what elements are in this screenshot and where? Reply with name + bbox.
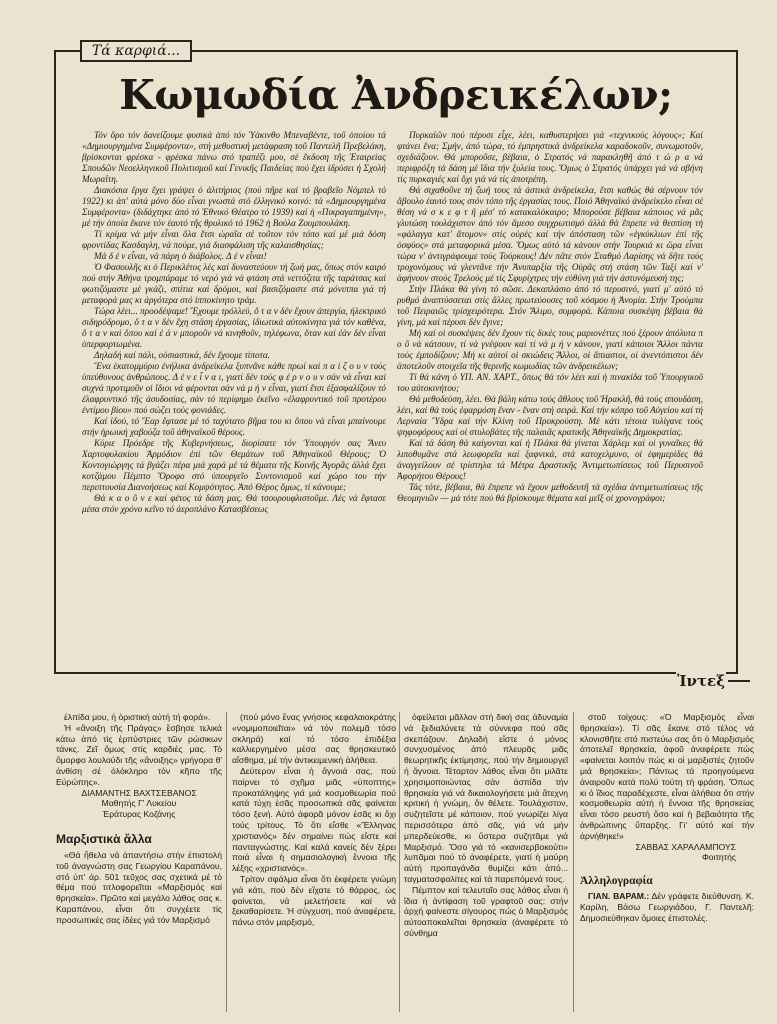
column-divider xyxy=(226,712,227,1012)
letter-text: «Θά ἤθελα νά ἀπαντήσω στήν ἐπιστολή τοῦ ἀναγνώστη σας Γεωργίου Καραπάνου, στό ὑπ' ἀρ. 501 τεῦχος σας σχετικά μέ τό θέμα πού τιτλοφορεῖται «Μαρξισμός καί θρησκεία». Πρῶτο καί μεγάλο λάθος σας κ. Καραπάνου, εἶναι ὅτι συγχέετε τίς προσωπικές σας ἰδέες γιά τόν Μαρξισμό xyxy=(56,849,222,925)
paragraph: Διακόσια ἔργα ἔχει γράψει ὁ ἀλιτήριος (πού πῆρε καί τό βραβεῖο Νόμπελ τό 1922) κι ἀπ' αὐτά μόνο δύο εἶναι γνωστά στό ἑλληνικό κοινό: τά «Δημιουργημένα Συμφέροντα» (διδάχτηκε ἀπό τό Ἐθνικό Θέατρο τό 1939) καί ἡ «Πικραγαπημένη», μέ τήν ὁποία ἔκανε τόν ἑαυτό τῆς θρυλικό τό 1962 ἡ Βούλα Ζουμπουλάκη. xyxy=(82,185,386,228)
paragraph: Μά δ έ ν εἶναι, νά πάρη ὁ διάβολος. Δ έ ν εἶναι! xyxy=(94,251,267,261)
paragraph: Στήν Πλάκα θά γίνη τό σῶσε. Δεκαπλάσιο ἀπό τό περυσινό, γιατί μ' αὐτό τό ρυθμό ἀναπτύσσεται στίς ἄλλες πρωτεύουσες τοῦ κόσμου ἡ Ἀνομία. Στήν Τρούμπα τοῦ Πειραιῶς τρίσχειρότερα. Στόν Ἄλιμο, συμφορά. Κάποια συσκέψη βέβαια θά γίνη, μά καί πέρυσι δέν ἔγινε; xyxy=(397,284,703,327)
signature-name: ΔΙΑΜΑΝΤΗΣ ΒΑΧΤΣΕΒΑΝΟΣ xyxy=(81,787,197,798)
paragraph: Δηλαδή καί πάλι, οὐσιαστικά, δέν ἔχουμε τίποτα. xyxy=(94,350,270,360)
divider xyxy=(728,680,750,682)
letters-column-3 xyxy=(404,712,568,1012)
article-column-left xyxy=(82,130,386,650)
letter-text: ἐλπίδα μου, ἡ ὁριστική αὐτή τή φορά». xyxy=(64,712,211,722)
signature-name: ΣΑΒΒΑΣ ΧΑΡΑΛΑΜΠΟΥΣ xyxy=(635,841,736,852)
letter-text: Δεύτερον εἶναι ἡ ἄγνοιά σας, πού παίρνει τό σχῆμα μιᾶς «ὑποπτης» προκατάληψης γιά μιά κοσμοθεωρία πού κατά τύχη ἐσᾶς προσωπικά σᾶς φαίνεται τόσο ξενή. Αὐτό ἀφορᾶ μόνον ἐσᾶς κι ὄχι τούς τρίτους. Τό ὅτι εἴσθε «Ἕλληνας χριστιανός» δέν σημαίνει πώς εἴστε καί πανταγνώστης. Καί καλά κανείς δέν ξέρει ποιά εἶναι ἡ σημασιολογική ἔννοια τῆς λέξης «χριστιανός». xyxy=(232,765,396,874)
correspondence-text: Δέν γράφετε διεύθυνση. Κ. Καρίλη, Βάσω Γεωργιάδου, Γ. Παντελῆ: Δημοσιεύθηκαν ὅμοιες ἐπιστολές. xyxy=(580,891,754,923)
paragraph: Ἕνα ἑκατομμύριο ἐνήλικα ἀνδρείκελα ξυπνᾶνε κάθε πρωί καί π α ί ζ ο υ ν τούς ὑπεύθυνους ἀνθρώπους. Δ έ ν ε ἶ ν α ι, γιατί δέν τούς φ έ ρ ν ο υ ν σάν νά εἶναι καί συχνά προτιμοῦν οἱ ἴδιοι νά φέρονται σάν νά μ ή ν εἶναι, γιατί ἔτσι ἐξασφαλίζουν τό ἐλαφρυντικό τῆς ἀσυδοσίας, σάν τό περίφημο ἐκεῖνο «ἐλαφρυντικό τοῦ προτέρου ἐντίμου βίου» πού σώζει τούς φονιάδες. xyxy=(82,361,386,415)
paragraph: Τάς τότε, βέβαια, θά ἔπρεπε νά ἔχουν μεθοδευτῆ τά σχέδια ἀντιμετωπίσεως τῆς Θεομηνιῶν — μά τότε πού θά βρίσκουμε θέματα καί μεῖξ οἱ χρονογράφοι; xyxy=(397,482,703,503)
column-divider xyxy=(573,712,574,1012)
paragraph: Θά σιχαθοῦνε τή ζωή τους τά ἀστικά ἀνδρείκελα, ἔτσι καθώς θά σέρνουν τόν ἄβουλο ἑαυτό τους στόν τόπο τῆς ἐργασίας τους. Ποιό Ἀθηναϊκό ἀνδρείκελο εἶναι σέ θέση νά σ κ ε φ τ ῆ μέσ' τό κατακαλόκαιρο; Μπορούσε βέβαια κάποιος νά μᾶς γλυτώση τουλάχιστον ἀπό τόν ἄμεσο συγχρωτισμό ἀλλά θά ἔπρεπε νά θεσπίση τή «φάλαγγα κατ' ἄτομον» στίς οὐρές καί τήν ἀπόσταση τῶν «ἐγκύκλιων ἐπί τῆς ὀσφύος» στά μεταφορικά μέσα. Ὅμως αὐτό τά κάνουν στήν Τουρκιά κι ὥρα εἶναι τώρα ν' ἀντιγράφουμε τούς Τούρκους! Δέν πᾶτε στόν Σταθμό Λαρίσης νά δῆτε τούς τροχονόμους νά γλεντᾶνε τήν Ἀνυπαρξία τῆς Οὐρᾶς στή στάση τῶν Ταξί καί ν' ἀφήνουν στούς Τρελούς μέ τίς Σφυρίχτρες τήν εὐθύνη γιά τήν ἀστυνόμευσή της; xyxy=(397,185,703,283)
paragraph: Τώρα λέει... προοδέψαμε! Ἔχουμε τρόλλεϋ, ὅ τ α ν δέν ἔχουν ἀπεργία, ἠλεκτρικό σιδηρόδρομο, ὅ τ α ν δέν ἔχη στάση ἐργασίας, ἰδιωτικά αὐτοκίνητα γιά τόν καθένα, ὅ τ α ν καί ὅπου καί ἐ ά ν μποροῦν νά κινηθοῦν, τηλέφωνα, ὅταν καί ἐάν δέν εἶναι ὑπερφορτωμένα. xyxy=(82,306,386,349)
paragraph: Πυρκαϊῶν πού πέρυσι εἶχε, λέει, καθυστερήσει γιά «τεχνικούς λόγους»; Καί φτάνει ἕνα; Σμήν, ἀπό τώρα, τό ἐμπρηστικά ἀνδρείκελα καραδοκοῦν, συνωμοτοῦν, σχεδιάζουν. Θά μποροῦσε, βέβαια, ὁ Στρατός νά παρακληθῆ ἀπό τ ώ ρ α νά περιφρόξη τά δάση μέ ἴδια τήν ξυλεία τους. Ὅμως ὁ Στρατός ὑπάρχει γιά νά σβήνη τίς πυρκαγιές καί ὄχι γιά νά τίς ἀποτρέπη. xyxy=(397,130,703,184)
paragraph: Καί ἰδού, τό Ἔαρ ἔφτασε μέ τό ταχύτατο βῆμα του κι ὅπου νά εἶναι μπαίνουμε στήν ἠρωική χαβούζα τοῦ ἀθηναϊκοῦ θέρους. xyxy=(82,416,386,437)
letters-column-1 xyxy=(56,712,222,1014)
paragraph: Τόν ὅρο τόν δανείζουμε φυσικά ἀπό τόν Ὑάκινθο Μπεναβέντε, τοῦ ὁποίου τά «Δημιουργημένα Συμφέροντα», στή μεθυστική μετάφραση τοῦ Παντελῆ Πρεβελάκη, βρίσκονται φρέσκα - φρέσκα πάνω στό τραπέζι μου, σέ ἔκδοση τῆς Ἑταιρείας Σπουδῶν Νεοελληνικοῦ Πολιτισμοῦ καί Γενικῆς Παιδείας πού ἔχει ἱδρύσει ἡ Σχολή Μωραΐτη. xyxy=(82,130,386,184)
paragraph: Θά μεθοδεύση, λέει. Θά βάλη κάτω τούς ἄθλους τοῦ Ἡρακλῆ, θά τούς σπουδάση, λέει, καί θά τούς ἐφαρμόση ἕναν - ἕναν στή σειρά. Καί τήν κόπρο τοῦ Αὐγείου καί τή Λερναία Ὕδρα καί τήν Κλίνη τοῦ Προκρούστη. Μέ κάτι τέτοια τυλίγανε τούς ψηφοφόρους καί οἱ στυλοβάτες τῆς παλαιᾶς κρατικῆς Ἀθηναϊκῆς Δημοκρατίας. xyxy=(397,394,703,437)
paragraph: Τί κρίμα νά μήν εἶναι ὅλα ἔτσι ὡραῖα σέ τοῦτον τόν τόπο καί μέ μιά δόση φροντίδας Κασδαγλη, νά πούμε, γιά διασφάλιση τῆς καλαισθησίας; xyxy=(82,229,386,250)
paragraph: Μή καί οἱ συσκέψεις δέν ἔχουν τίς δικές τους μαριονέττες πού ξέρουν ἀπόλυτα π ο ῦ νά κάτσουν, τί νά γνέψουν καί τί νά μ ή ν κάνουν, γιατί κάποιοι Ἄλλοι πάντα τούς ἐμποδίζουν; Μή κι αὐτοί οἱ σκιώδεις Ἄλλοι, οἱ ἄπιαστοι, οἱ ἀνεντόπιστοι δέν ἀποτελοῦν στοιχεῖα τῆς θερινῆς κωμωδίας τῶν ἀνδρεικέλων; xyxy=(397,328,703,371)
correspondence-note xyxy=(580,891,754,923)
letter-text: Πέμπτον καί τελευταῖο σας λάθος εἶναι ἡ ἴδια ἡ ἀντίφαση τοῦ γραφτοῦ σας: στήν ἀρχή φαίνεστε σίγουρος πώς ὁ Μαρξισμός αὐτοαποκαλεῖται θρησκεία (ἀναφέρετε τό σύνθημα xyxy=(404,884,568,938)
section-tag: Τά καρφιά... xyxy=(80,40,192,62)
continued-label: Ἰντεξ xyxy=(677,672,725,690)
letter-heading: Μαρξιστικὰ ἄλλα xyxy=(56,831,152,846)
letter-text: (πού μόνο ἕνας γνήσιος κεφαλαιοκράτης «νομιμοποιεῖται» νά τόν πολεμᾶ τόσο σκληρά) καί τό τόσο ἐπιδέξια καλλιεργημένο μέσα σας θρησκευτικό αἴσθημα, μέ τήν ἀντικειμενική ἀλήθεια. xyxy=(232,712,396,766)
paragraph: Κύριε Πρόεδρε τῆς Κυβερνήσεως, διορίσατε τόν Ὑπουργόν σας Ἄνευ Χαρτοφυλακίου Ἁρμόδιον ἐπί τῶν Θεμάτων τοῦ Ἀθηναϊκοῦ Θέρους; Ὁ Κοντογιώργης τά βγάζει πέρα μιά χαρά μέ τά θέματα τῆς Κοινῆς Ἀγορᾶς ἀλλά ἔχει κοτζάμου Πέμπτο Ὄροφο στό ὑπουργεῖο Συντονισμοῦ καί χώρο του τήν περιπτουσία Διανοήσεως καί Κομψότητος. Ἀπό Θέρος ὅμως, τί κάνουμε; xyxy=(82,438,386,492)
letter-text: Τρίτον σφάλμα εἶναι ὅτι ἐκφέρετε γνώμη γιά κάτι, πού δέν εἴχατε τό θάρρος, ὡς φαίνεται, νά μελετήσετε καί νά ξεκαθαρίσετε. Ἡ σύγχυση, πού ἀναφέρετε, πάνω στόν μαρξισμό, xyxy=(232,873,396,928)
paragraph: Θά κ α ο ῦ ν ε καί φέτος τά δάση μας. Θά τσουρουφλιστοῦμε. Λές νά ἔφτασε μέσα στόν χρόνο κεῖνο τό ἀεροπλάνο Κατασβέσεως xyxy=(82,493,386,514)
article-column-right xyxy=(397,130,703,650)
letters-column-4 xyxy=(580,712,754,1014)
letter-text: Ἡ «ἄνοιξη τῆς Πράγας» ἔσβησε τελικά κάτω ἀπό τίς ἐρπύστριες τῶν ρώσικων τάνκς. Ζεῖ ὅμως στίς καρδιές μας. Τό ὄμορφο λουλούδι τῆς «ἄνοιξης» γρήγορα θ' ἀνθίση σέ ὁλόκληρο τόν κῆπο τῆς Εὐρώπης». xyxy=(56,722,222,787)
correspondence-name: ΓΙΑΝ. ΒΑΡΑΜ.: xyxy=(588,891,650,902)
correspondence-heading: Ἀλληλογραφία xyxy=(580,875,653,888)
signature-role: Φοιτητής xyxy=(701,852,736,863)
column-divider xyxy=(399,712,400,1012)
signature-role: Μαθητής Γ' Λυκείου xyxy=(101,798,177,809)
headline: Κωμωδία Ἀνδρεικέλων; xyxy=(119,71,673,119)
paragraph: Ὁ Φασουλῆς κι ὁ Περικλέτος λές καί δυναστεύουν τή ζωή μας, ὅπως στόν καιρό πού στήν Ἀθήνα τρομπάραμε τό νερό γιά νά φτάση στά νεττόζιτα τῆς ταράτσας καί φωτιζόμαστε μέ γκάζι, σπίτια καί δρόμοι, καί βασιζόμαστε στά μόνιππα γιά τή μεταφορά μας κι ἀργότερα στό ἱπποκίνητο τράμ. xyxy=(82,262,386,305)
letters-column-2 xyxy=(232,712,396,1012)
signature-place: Ἐράτυρας Κοζάνης xyxy=(102,809,176,820)
paragraph: Τί θά κάνη ὁ ΥΠ. ΑΝ. ΧΑΡΤ., ὅπως θά τόν λέει καί ἡ πινακίδα τοῦ Ὑπουργικοῦ του αὐτοκινήτου; xyxy=(397,372,703,393)
paragraph: Καί τά δάση θά καίγονται καί ἡ Πλάκα θά γίνεται Χάρλεμ καί οἱ γυναῖκες θά λιποθυμᾶνε στά λεωφορεῖα καί ξαφνικά, στά κατοχελμυνο, οἱ ἐφημερίδες θά ἀναγγείλουν σέ τρίστηλα τά Μέτρα Δραστικῆς Ἀντιμετωπίσεως τοῦ Περυσινοῦ Ἀφορήτου Θέρους! xyxy=(397,438,703,481)
letter-text: στοῦ τοίχους: «Ὁ Μαρξισμός εἶναι θρησκεία»). Τί σᾶς ἔκανε στό τέλος νά κλονισθῆτε στό πιστεύω σας ὅτι ὁ Μαρξισμός ἀποτελεῖ θρησκεία, ἀφοῦ ἀναφέρετε πώς «φαίνεται λοιπόν πώς κι οἱ μαρξιστές ζητοῦν μιά θρησκεία»; Πάντως τά προηγούμενα ἀναιροῦν κατά πολύ τούτη τή φράση. Ὅπως κι ὁ ἴδιος παραδέχεστε, εἶναι ἀλήθεια ὅτι στήν κοσμοθεωρία αὐτή ἡ ἔννοια τῆς θρησκείας εἶναι τόσο ρευστή ὅσο καί ἡ βεβαιότητα τῆς ἀνθρώπινης ὕπαρξης. Γι' αὐτό καί τήν ἀρνήθηκε!» xyxy=(580,712,754,841)
letter-text: ὀφείλεται μᾶλλον στή δική σας ἀδυναμία νά ξεδιαλύνετε τά σύννεφα πού σᾶς σκεπάζουν. Δηλαδή εἴστε ὁ μόνος συνχυσμένος ἀπό πλευρᾶς μιᾶς θεωρητικῆς ἐκτίμησης, πού τήν δημιουργεῖ ἡ ἄγνοια. Τέταρτον λάθος εἶναι ὅτι μιλᾶτε χρησιμοποιώντας σάν ἀσπίδα τήν θρησκεία γιά νά δικαιολογήσετε μιά ἄτεχνη κριτική ἡ γνώμη, ὅν θέλετε. Τουλάχιστον, συζητεῖστε μέ κάποιον, πού γνωρίζει λίγα περισσότερα ἀπό σᾶς, γιά νά μήν μπερδεύεσθε, κι ὕστερα συζητᾶμε γιά Μαρξισμό. Ὅσο γιά τό «κανισερβοκούτι» λυπᾶμαι πού τό ἀναφέρετε, γιατί ἡ μαύρη αὐτή προπαγάνδα θυμίζει κάτι ἀπό... ταγματασφαλίτες καί τά παρεπόμενά τους. xyxy=(404,712,568,884)
